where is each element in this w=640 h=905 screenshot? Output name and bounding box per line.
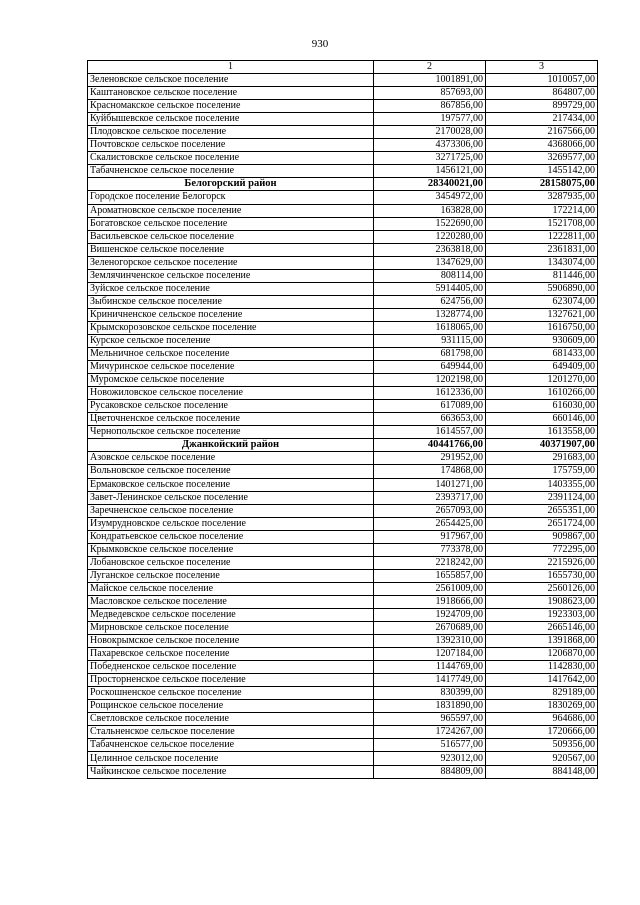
table-row	[88, 348, 598, 361]
table-row	[88, 334, 598, 347]
value-column-3: 930609,00	[486, 334, 598, 347]
table-row	[88, 374, 598, 387]
table-row	[88, 713, 598, 726]
value-column-3: 772295,00	[486, 543, 598, 556]
value-column-2: 2393717,00	[374, 491, 486, 504]
value-column-2: 1220280,00	[374, 230, 486, 243]
value-column-3: 1521708,00	[486, 217, 598, 230]
header-row	[88, 61, 598, 74]
district-name: Джанкойский район	[88, 439, 374, 452]
value-column-3: 1343074,00	[486, 256, 598, 269]
table-row	[88, 217, 598, 230]
value-column-2: 40441766,00	[374, 439, 486, 452]
settlement-name: Азовское сельское поселение	[88, 452, 374, 465]
value-column-2: 884809,00	[374, 765, 486, 778]
value-column-3: 175759,00	[486, 465, 598, 478]
settlement-name: Новожиловское сельское поселение	[88, 387, 374, 400]
table-row	[88, 765, 598, 778]
table-row	[88, 308, 598, 321]
settlement-name: Криничненское сельское поселение	[88, 308, 374, 321]
value-column-3: 1206870,00	[486, 648, 598, 661]
district-total-row	[88, 178, 598, 191]
table-row	[88, 569, 598, 582]
value-column-2: 2170028,00	[374, 126, 486, 139]
table-row	[88, 230, 598, 243]
value-column-3: 920567,00	[486, 752, 598, 765]
value-column-3: 660146,00	[486, 413, 598, 426]
settlement-name: Чайкинское сельское поселение	[88, 765, 374, 778]
value-column-2: 1401271,00	[374, 478, 486, 491]
value-column-3: 1655730,00	[486, 569, 598, 582]
value-column-3: 1610266,00	[486, 387, 598, 400]
value-column-3: 649409,00	[486, 361, 598, 374]
value-column-3: 291683,00	[486, 452, 598, 465]
value-column-3: 2361831,00	[486, 243, 598, 256]
settlement-name: Лобановское сельское поселение	[88, 556, 374, 569]
settlement-name: Зуйское сельское поселение	[88, 282, 374, 295]
table-row	[88, 113, 598, 126]
settlement-name: Победненское сельское поселение	[88, 661, 374, 674]
table-row	[88, 648, 598, 661]
value-column-3: 217434,00	[486, 113, 598, 126]
value-column-3: 681433,00	[486, 348, 598, 361]
table-row	[88, 387, 598, 400]
value-column-3: 2391124,00	[486, 491, 598, 504]
value-column-2: 1918666,00	[374, 595, 486, 608]
table-row	[88, 661, 598, 674]
value-column-2: 1202198,00	[374, 374, 486, 387]
table-row	[88, 400, 598, 413]
table-row	[88, 321, 598, 334]
value-column-2: 2657093,00	[374, 504, 486, 517]
value-column-2: 1392310,00	[374, 635, 486, 648]
settlement-name: Роскошненское сельское поселение	[88, 687, 374, 700]
settlement-name: Зеленовское сельское поселение	[88, 74, 374, 87]
settlement-name: Медведевское сельское поселение	[88, 608, 374, 621]
value-column-2: 1456121,00	[374, 165, 486, 178]
table-row	[88, 530, 598, 543]
value-column-2: 1612336,00	[374, 387, 486, 400]
value-column-2: 1724267,00	[374, 726, 486, 739]
value-column-2: 174868,00	[374, 465, 486, 478]
value-column-2: 1417749,00	[374, 674, 486, 687]
settlement-name: Муромское сельское поселение	[88, 374, 374, 387]
value-column-3: 2215926,00	[486, 556, 598, 569]
value-column-3: 1201270,00	[486, 374, 598, 387]
value-column-2: 2670689,00	[374, 622, 486, 635]
settlement-name: Табачненское сельское поселение	[88, 165, 374, 178]
value-column-2: 808114,00	[374, 269, 486, 282]
value-column-3: 1613558,00	[486, 426, 598, 439]
table-row	[88, 413, 598, 426]
value-column-2: 2654425,00	[374, 517, 486, 530]
settlement-name: Васильевское сельское поселение	[88, 230, 374, 243]
settlement-name: Крымскорозовское сельское поселение	[88, 321, 374, 334]
value-column-2: 923012,00	[374, 752, 486, 765]
table-row	[88, 635, 598, 648]
settlement-name: Русаковское сельское поселение	[88, 400, 374, 413]
value-column-3: 1327621,00	[486, 308, 598, 321]
settlement-name: Ароматновское сельское поселение	[88, 204, 374, 217]
settlement-name: Мирновское сельское поселение	[88, 622, 374, 635]
value-column-2: 3454972,00	[374, 191, 486, 204]
settlement-name: Пахаревское сельское поселение	[88, 648, 374, 661]
value-column-2: 28340021,00	[374, 178, 486, 191]
table-row	[88, 726, 598, 739]
settlement-name: Майское сельское поселение	[88, 582, 374, 595]
table-row	[88, 504, 598, 517]
table-row	[88, 426, 598, 439]
value-column-2: 197577,00	[374, 113, 486, 126]
table-row	[88, 465, 598, 478]
settlement-name: Заречненское сельское поселение	[88, 504, 374, 517]
table-row	[88, 582, 598, 595]
settlement-name: Кондратьевское сельское поселение	[88, 530, 374, 543]
settlement-name: Целинное сельское поселение	[88, 752, 374, 765]
settlement-name: Луганское сельское поселение	[88, 569, 374, 582]
value-column-2: 2561009,00	[374, 582, 486, 595]
table-row	[88, 269, 598, 282]
settlement-name: Светловское сельское поселение	[88, 713, 374, 726]
value-column-3: 1142830,00	[486, 661, 598, 674]
settlement-name: Мельничное сельское поселение	[88, 348, 374, 361]
table-row	[88, 191, 598, 204]
value-column-3: 899729,00	[486, 100, 598, 113]
value-column-2: 3271725,00	[374, 152, 486, 165]
value-column-3: 2655351,00	[486, 504, 598, 517]
table-row	[88, 204, 598, 217]
value-column-3: 623074,00	[486, 295, 598, 308]
table-row	[88, 100, 598, 113]
value-column-3: 2167566,00	[486, 126, 598, 139]
table-row	[88, 491, 598, 504]
value-column-3: 1391868,00	[486, 635, 598, 648]
value-column-2: 965597,00	[374, 713, 486, 726]
table-row	[88, 608, 598, 621]
value-column-3: 3287935,00	[486, 191, 598, 204]
value-column-3: 1720666,00	[486, 726, 598, 739]
settlement-name: Зеленогорское сельское поселение	[88, 256, 374, 269]
value-column-3: 811446,00	[486, 269, 598, 282]
table-row	[88, 295, 598, 308]
value-column-3: 172214,00	[486, 204, 598, 217]
settlement-name: Просторненское сельское поселение	[88, 674, 374, 687]
value-column-2: 291952,00	[374, 452, 486, 465]
value-column-2: 1618065,00	[374, 321, 486, 334]
value-column-3: 4368066,00	[486, 139, 598, 152]
table-row	[88, 452, 598, 465]
value-column-3: 2560126,00	[486, 582, 598, 595]
table-row	[88, 152, 598, 165]
settlement-name: Чернопольское сельское поселение	[88, 426, 374, 439]
value-column-2: 1144769,00	[374, 661, 486, 674]
column-header-1: 1	[88, 61, 374, 74]
value-column-3: 1222811,00	[486, 230, 598, 243]
table-row	[88, 256, 598, 269]
table-header	[88, 61, 598, 74]
table-row	[88, 674, 598, 687]
value-column-2: 624756,00	[374, 295, 486, 308]
value-column-3: 829189,00	[486, 687, 598, 700]
value-column-2: 649944,00	[374, 361, 486, 374]
settlement-name: Зыбинское сельское поселение	[88, 295, 374, 308]
value-column-2: 773378,00	[374, 543, 486, 556]
value-column-2: 1328774,00	[374, 308, 486, 321]
table-row	[88, 87, 598, 100]
table-row	[88, 243, 598, 256]
value-column-3: 1830269,00	[486, 700, 598, 713]
value-column-3: 864807,00	[486, 87, 598, 100]
value-column-2: 681798,00	[374, 348, 486, 361]
value-column-3: 1616750,00	[486, 321, 598, 334]
value-column-3: 1403355,00	[486, 478, 598, 491]
value-column-2: 516577,00	[374, 739, 486, 752]
settlement-name: Плодовское сельское поселение	[88, 126, 374, 139]
value-column-2: 163828,00	[374, 204, 486, 217]
table-row	[88, 595, 598, 608]
value-column-2: 1655857,00	[374, 569, 486, 582]
table-row	[88, 556, 598, 569]
table-row	[88, 361, 598, 374]
settlement-name: Изумрудновское сельское поселение	[88, 517, 374, 530]
settlement-name: Почтовское сельское поселение	[88, 139, 374, 152]
table-row	[88, 752, 598, 765]
column-header-2: 2	[374, 61, 486, 74]
value-column-2: 663653,00	[374, 413, 486, 426]
value-column-2: 1347629,00	[374, 256, 486, 269]
settlement-name: Скалистовское сельское поселение	[88, 152, 374, 165]
column-header-3: 3	[486, 61, 598, 74]
value-column-3: 964686,00	[486, 713, 598, 726]
settlement-name: Табачненское сельское поселение	[88, 739, 374, 752]
table-row	[88, 165, 598, 178]
table-row	[88, 478, 598, 491]
district-total-row	[88, 439, 598, 452]
value-column-3: 1417642,00	[486, 674, 598, 687]
settlement-name: Каштановское сельское поселение	[88, 87, 374, 100]
table-row	[88, 139, 598, 152]
table-body	[88, 74, 598, 779]
table-row	[88, 739, 598, 752]
table-row	[88, 282, 598, 295]
page-number: 930	[311, 38, 329, 50]
table-row	[88, 700, 598, 713]
value-column-3: 5906890,00	[486, 282, 598, 295]
value-column-3: 2665146,00	[486, 622, 598, 635]
value-column-2: 1831890,00	[374, 700, 486, 713]
value-column-3: 28158075,00	[486, 178, 598, 191]
budget-table	[87, 60, 598, 779]
value-column-2: 1924709,00	[374, 608, 486, 621]
settlement-name: Курское сельское поселение	[88, 334, 374, 347]
settlement-name: Крымковское сельское поселение	[88, 543, 374, 556]
value-column-3: 1923303,00	[486, 608, 598, 621]
district-name: Белогорский район	[88, 178, 374, 191]
value-column-2: 917967,00	[374, 530, 486, 543]
value-column-3: 884148,00	[486, 765, 598, 778]
settlement-name: Землячинченское сельское поселение	[88, 269, 374, 282]
value-column-3: 1455142,00	[486, 165, 598, 178]
table-row	[88, 517, 598, 530]
settlement-name: Новокрымское сельское поселение	[88, 635, 374, 648]
value-column-2: 857693,00	[374, 87, 486, 100]
table-row	[88, 622, 598, 635]
value-column-2: 2363818,00	[374, 243, 486, 256]
settlement-name: Мичуринское сельское поселение	[88, 361, 374, 374]
table-row	[88, 687, 598, 700]
settlement-name: Стальненское сельское поселение	[88, 726, 374, 739]
value-column-3: 1908623,00	[486, 595, 598, 608]
settlement-name: Ермаковское сельское поселение	[88, 478, 374, 491]
value-column-2: 1614557,00	[374, 426, 486, 439]
settlement-name: Цветочненское сельское поселение	[88, 413, 374, 426]
value-column-3: 909867,00	[486, 530, 598, 543]
value-column-3: 616030,00	[486, 400, 598, 413]
settlement-name: Богатовское сельское поселение	[88, 217, 374, 230]
settlement-name: Завет-Ленинское сельское поселение	[88, 491, 374, 504]
value-column-2: 867856,00	[374, 100, 486, 113]
settlement-name: Красномакское сельское поселение	[88, 100, 374, 113]
table-row	[88, 543, 598, 556]
value-column-2: 1001891,00	[374, 74, 486, 87]
settlement-name: Вольновское сельское поселение	[88, 465, 374, 478]
value-column-2: 5914405,00	[374, 282, 486, 295]
value-column-2: 2218242,00	[374, 556, 486, 569]
value-column-3: 1010057,00	[486, 74, 598, 87]
table-row	[88, 126, 598, 139]
value-column-2: 1522690,00	[374, 217, 486, 230]
value-column-2: 931115,00	[374, 334, 486, 347]
table-row	[88, 74, 598, 87]
settlement-name: Вишенское сельское поселение	[88, 243, 374, 256]
value-column-3: 509356,00	[486, 739, 598, 752]
settlement-name: Городское поселение Белогорск	[88, 191, 374, 204]
settlement-name: Куйбышевское сельское поселение	[88, 113, 374, 126]
value-column-2: 4373306,00	[374, 139, 486, 152]
settlement-name: Масловское сельское поселение	[88, 595, 374, 608]
value-column-2: 617089,00	[374, 400, 486, 413]
value-column-3: 3269577,00	[486, 152, 598, 165]
value-column-3: 2651724,00	[486, 517, 598, 530]
value-column-2: 1207184,00	[374, 648, 486, 661]
value-column-2: 830399,00	[374, 687, 486, 700]
settlement-name: Рощинское сельское поселение	[88, 700, 374, 713]
value-column-3: 40371907,00	[486, 439, 598, 452]
